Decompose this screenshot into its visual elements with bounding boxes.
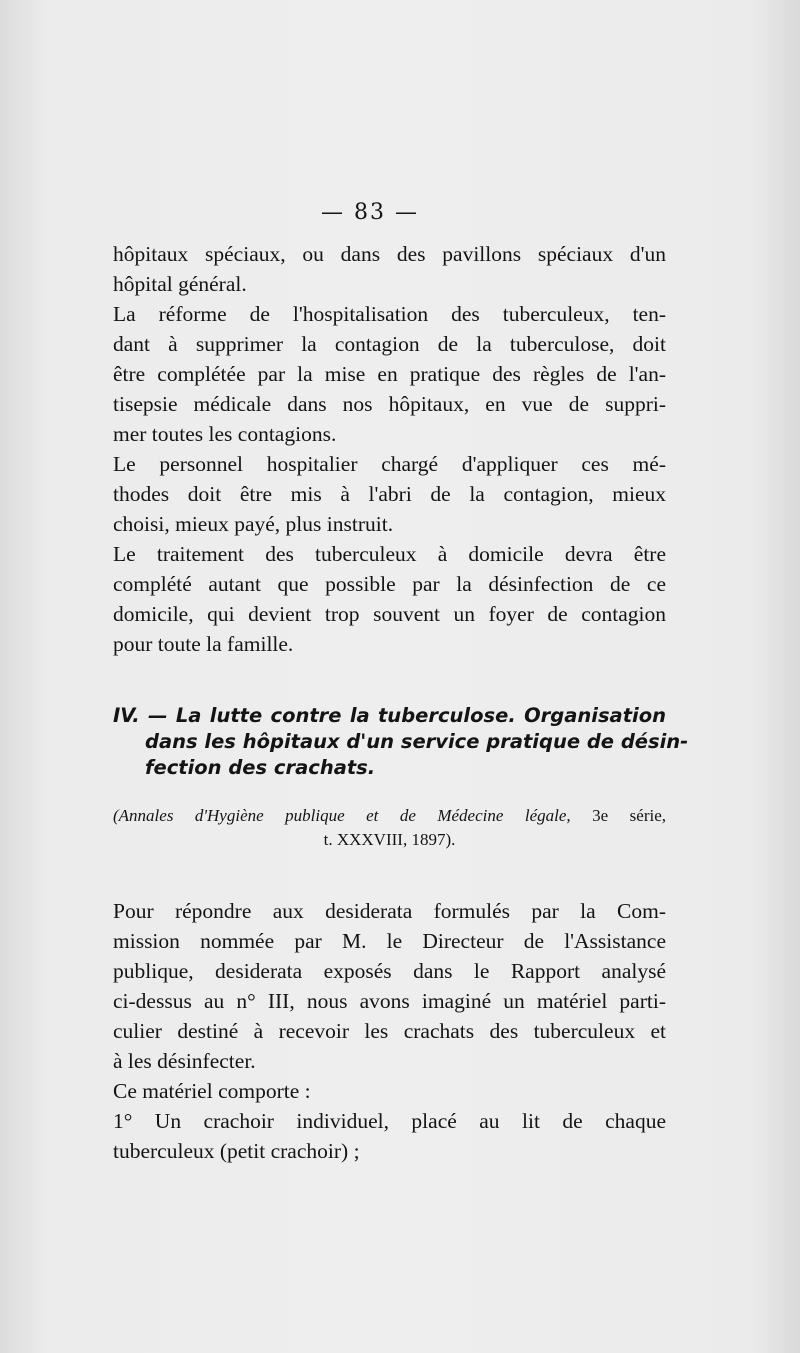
text-line: Ce matériel comporte : bbox=[113, 1079, 311, 1103]
text-line: Le personnel hospitalier chargé d'appliquer ces mé- bbox=[113, 452, 666, 476]
text-line: mer toutes les contagions. bbox=[113, 422, 337, 446]
text-line: tisepsie médicale dans nos hôpitaux, en vue de suppri- bbox=[113, 392, 666, 416]
text-line: ci-dessus au n° III, nous avons imaginé un matériel parti- bbox=[113, 989, 666, 1013]
text-line: Pour répondre aux desiderata formulés par la Com- bbox=[113, 899, 666, 923]
text-line: hôpital général. bbox=[113, 272, 247, 296]
text-line: choisi, mieux payé, plus instruit. bbox=[113, 512, 394, 536]
text-line: pour toute la famille. bbox=[113, 632, 294, 656]
text-line: hôpitaux spéciaux, ou dans des pavillons spéciaux d'un bbox=[113, 242, 666, 266]
text-line: tuberculeux (petit crachoir) ; bbox=[113, 1139, 360, 1163]
page-number: — 83 — bbox=[321, 200, 419, 225]
text-line: être complétée par la mise en pratique des règles de l'an- bbox=[113, 362, 666, 386]
text-line: complété autant que possible par la désinfection de ce bbox=[113, 572, 666, 596]
citation-series: 3e série, bbox=[592, 806, 666, 825]
text-line: 1° Un crachoir individuel, placé au lit de chaque bbox=[113, 1109, 666, 1133]
body-text-upper bbox=[113, 239, 666, 659]
heading-line: fection des crachats. bbox=[145, 756, 376, 779]
body-text-lower bbox=[113, 896, 666, 1166]
text-line: culier destiné à recevoir les crachats des tuberculeux et bbox=[113, 1019, 666, 1043]
text-line: dant à supprimer la contagion de la tuberculose, doit bbox=[113, 332, 666, 356]
text-line: thodes doit être mis à l'abri de la contagion, mieux bbox=[113, 482, 666, 506]
citation bbox=[113, 804, 666, 852]
text-line: publique, desiderata exposés dans le Rapport analysé bbox=[113, 959, 666, 983]
text-line: Le traitement des tuberculeux à domicile devra être bbox=[113, 542, 666, 566]
heading-line: IV. — La lutte contre la tuberculose. Organisation bbox=[113, 704, 666, 727]
text-line: mission nommée par M. le Directeur de l'Assistance bbox=[113, 929, 666, 953]
text-line: La réforme de l'hospitalisation des tuberculeux, ten- bbox=[113, 302, 666, 326]
section-heading bbox=[113, 703, 689, 781]
heading-line: dans les hôpitaux d'un service pratique de désin- bbox=[145, 730, 689, 753]
citation-volume: t. XXXVIII, 1897). bbox=[323, 830, 456, 849]
text-line: domicile, qui devient trop souvent un foyer de contagion bbox=[113, 602, 666, 626]
text-line: à les désinfecter. bbox=[113, 1049, 256, 1073]
citation-journal: (Annales d'Hygiène publique et de Médecine légale, bbox=[113, 806, 571, 825]
citation-line bbox=[113, 804, 666, 828]
